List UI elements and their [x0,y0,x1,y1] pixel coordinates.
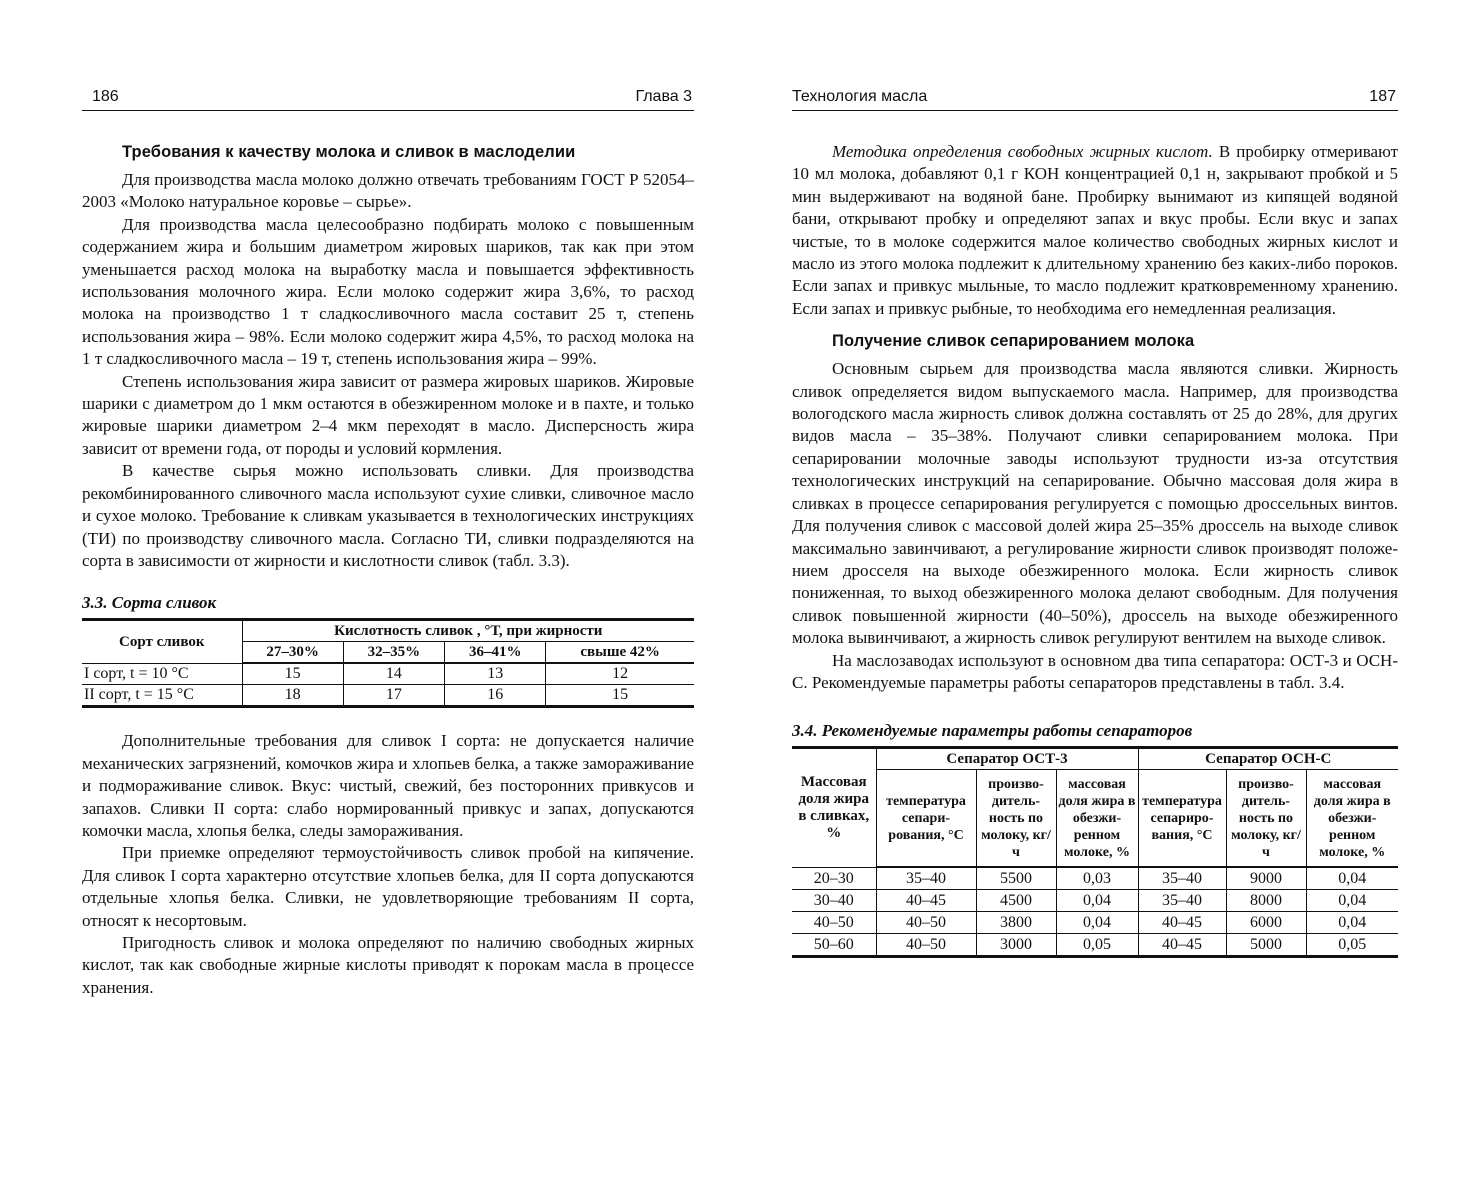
section-title: Требования к качеству молока и сливок в маслоделии [122,143,576,161]
method-text: В пробирку отмеривают 10 мл молока, добавляют 0,1 г КОН концентрацией 0,1 н, закрывают пробкой и 5 мин выдерживают на водяной бане. Пробирку вынимают из кипящей водяной бани, открывают пробку и определяют запах и вкус пробы. Если вкус и запах чистые, то в молоке содержится малое количество свободных жирных кислот и масло из этого молока подлежит к длительному хранению без каких-либо пороков. Если запах и привкус мыльные, то масло подлежит кратковременному хранению. Если запах и привкус рыбные, то необходима его немедленная реализация. [792,142,1399,318]
table-cell: 50–60 [792,934,876,957]
column-header: Сорт сливок [82,620,242,664]
column-header: свыше 42% [546,642,694,664]
table-cell: 5000 [1226,934,1306,957]
column-group-header: Сепаратор ОСН-С [1138,748,1398,770]
table-caption: 3.3. Сорта сливок [82,593,217,613]
table-cell: 0,04 [1056,912,1138,934]
running-head: Глава 3 [635,88,692,105]
table-cell: 40–45 [1138,912,1226,934]
table-cell: 8000 [1226,890,1306,912]
paragraph: Для производства масла целесообразно подбирать молоко с повышенным содержанием жира и большим диаметром жировых шариков, так как при этом уменьшается расход молока на выработку масла и повышается эффективность использования молочного жира. Если молоко содержит жира 3,6%, то расход молока на производство 1 т сладкосливочного масла составит 25 т, степень использования жира – 98%. Если молоко содержит жира 4,5%, то расход молока на 1 т сладкосливочного масла – 19 т, степень использования жира – 99%. [82,214,694,369]
column-group-header: Кислотность сливок , °Т, при жирности [242,620,694,642]
section-title: Получение сливок сепарированием молока [832,332,1195,351]
table-cell: 0,05 [1306,934,1398,957]
paragraph: Дополнительные требования для сливок I сорта: не допускается наличие механических загрязнений, комочков жира и хлопьев белка, а также замораживание и подмораживание сливок. Вкус: чистый, свежий, без посторонних привкусов и запахов. Сливки II сорта: слабо нормированный привкус и запах, допускаются комочки масла, хлопья белка, следы замораживания. [82,731,694,840]
table-row [792,890,1398,912]
method-lead: Методика определения свободных жирных кислот. [832,142,1213,161]
table-cell: 30–40 [792,890,876,912]
table-cell: I сорт, t = 10 °C [82,663,242,685]
column-header: массовая доля жира в обезжиренном молоке, % [1056,770,1138,868]
table-cell: 9000 [1226,867,1306,890]
paragraph: Основным сырьем для производства масла являются сливки. Жирность сливок определяется видом выпускаемого масла. Например, для производства вологодского масла жирность сливок должна составлять от 25 до 28%, для других видов масла – 35–38%. Получают сливки сепарированием молока. При сепарировании молочные заводы используют трудности из-за отсутствия технологических инструкций на сепарирование. Обычно массовая доля жира в сливках в процессе сепарирования регулируется с помощью дроссельных винтов. Для получения сливок с массовой долей жира 25–35% дроссель на выходе сливок максимально завинчивают, а регулирование жирности сливок производят положением дросселя на выходе обезжиренного молока. Если жирность сливок пониженная, то выход обезжиренного молока делают свободным. Для получения сливок повышенной жирности (40–50%), дроссель на выходе обезжиренного молока вывинчивают, а жирность сливок регулируют вентилем на выходе сливок. [792,359,1398,648]
table-cell: 35–40 [1138,867,1226,890]
paragraph: Пригодность сливок и молока определяют по наличию свободных жирных кислот, так как свободные жирные кислоты приводят к порокам масла в процессе хранения. [82,932,694,997]
table-cell: 0,04 [1306,912,1398,934]
running-head: Технология масла [792,88,928,105]
page-number: 187 [1369,88,1396,105]
column-header: Массовая доля жира в сливках, % [792,748,876,868]
table-header-row [82,620,694,642]
column-header: производительность по молоку, кг/ч [1226,770,1306,868]
column-header: температура сепарирования, °С [876,770,976,868]
table-cell: 35–40 [1138,890,1226,912]
table-cell: 14 [343,663,444,685]
paragraph: В качестве сырья можно использовать сливки. Для производства рекомбинированного сливочного масла используют сухие сливки, сливочное масло и сухое молоко. Требование к сливкам указывается в технологических инструкциях (ТИ) по производству сливочного масла. Согласно ТИ, сливки подразделяются на сорта в зависимости от жирности и кислотности сливок (табл. 3.3). [82,461,694,570]
column-header: 36–41% [445,642,546,664]
method-paragraph [792,141,1398,320]
column-header: 27–30% [242,642,343,664]
table-header-row [792,770,1398,868]
table-cell: 12 [546,663,694,685]
table-cell: 16 [445,685,546,707]
table-cell: 15 [546,685,694,707]
table-row [792,912,1398,934]
column-group-header: Сепаратор ОСТ-3 [876,748,1138,770]
right-page [792,0,1398,1179]
table-cell: 5500 [976,867,1056,890]
table-cell: 15 [242,663,343,685]
table-cell: II сорт, t = 15 °C [82,685,242,707]
column-header: температура сепарирования, °С [1138,770,1226,868]
table-cell: 0,04 [1056,890,1138,912]
table-cell: 3800 [976,912,1056,934]
cream-grades-table [82,618,694,708]
paragraph: При приемке определяют термоустойчивость сливок пробой на кипячение. Для сливок I сорта характерно отсутствие хлопьев белка, для II сорта допускаются отдельные хлопья белка. Сливки, не удовлетворяющие требованиям II сорта, относят к несортовым. [82,843,694,930]
right-page-content [792,141,1398,958]
table-cell: 40–45 [876,890,976,912]
table-row [792,867,1398,890]
column-header: массовая доля жира в обезжиренном молоке, % [1306,770,1398,868]
table-cell: 13 [445,663,546,685]
table-cell: 0,05 [1056,934,1138,957]
column-header: 32–35% [343,642,444,664]
table-cell: 17 [343,685,444,707]
table-row [792,934,1398,957]
table-cell: 6000 [1226,912,1306,934]
table-cell: 35–40 [876,867,976,890]
table-cell: 3000 [976,934,1056,957]
paragraph: Для производства масла молоко должно отвечать требованиям ГОСТ Р 52054–2003 «Молоко натуральное коровье – сырье». [82,170,694,212]
table-cell: 0,04 [1306,890,1398,912]
paragraph: Степень использования жира зависит от размера жировых шариков. Жировые шарики с диаметром до 1 мкм остаются в обезжиренном молоке и в пахте, и только жировые шарики диаметром 2–4 мкм переходят в масло. Дисперсность жира зависит от времени года, от породы и условий кормления. [82,371,694,458]
table-cell: 40–50 [792,912,876,934]
table-row [82,685,694,707]
table-cell: 40–45 [1138,934,1226,957]
column-header: производительность по молоку, кг/ч [976,770,1056,868]
table-cell: 0,04 [1306,867,1398,890]
table-cell: 0,03 [1056,867,1138,890]
table-header-row [792,748,1398,770]
right-page-header [792,84,1398,111]
table-cell: 18 [242,685,343,707]
paragraph: На маслозаводах используют в основном два типа сепаратора: ОСТ-3 и ОСН-С. Рекомендуемые параметры работы сепараторов представлены в табл. 3.4. [792,650,1398,692]
table-cell: 4500 [976,890,1056,912]
left-page [82,0,694,1179]
table-row [82,663,694,685]
table-cell: 40–50 [876,912,976,934]
separator-parameters-table [792,746,1398,958]
left-page-content [82,140,694,999]
table-cell: 40–50 [876,934,976,957]
page-number: 186 [92,88,119,105]
table-caption: 3.4. Рекомендуемые параметры работы сепараторов [792,721,1193,741]
table-cell: 20–30 [792,867,876,890]
left-page-header [82,84,694,111]
